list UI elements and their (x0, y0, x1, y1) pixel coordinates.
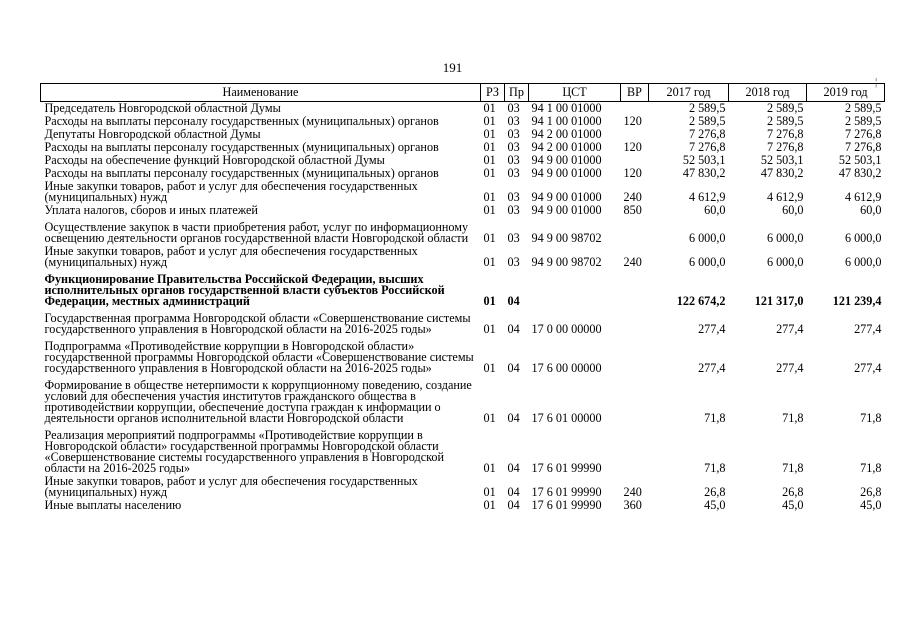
header-2019: 2019 год (807, 84, 885, 102)
header-vr: ВР (621, 84, 649, 102)
row-value-2017: 277,4 (698, 361, 726, 375)
row-value-2019: 6 000,0 (844, 255, 882, 269)
edge-mark: ¦ (875, 76, 878, 88)
header-2017: 2017 год (649, 84, 729, 102)
budget-table (40, 83, 885, 512)
row-value-2017: 6 000,0 (688, 231, 726, 245)
row-value-2017: 26,8 (704, 485, 726, 499)
row-value-2017: 2 589,5 (688, 114, 726, 128)
row-cst (529, 269, 621, 308)
row-value-2018: 2 589,5 (766, 101, 804, 115)
table-row (41, 475, 885, 499)
row-name: Функционирование Правительства Российской Федерации, высших исполнительных органов государственной власти субъектов Российской Федерации, местных администраций (44, 272, 445, 308)
table-row (41, 425, 885, 475)
row-value-2018: 71,8 (782, 411, 804, 425)
row-value-2019: 52 503,1 (838, 153, 882, 167)
row-name: Уплата налогов, сборов и иных платежей (44, 203, 258, 217)
row-pr: 03 (507, 166, 520, 180)
row-value-2019: 60,0 (860, 203, 882, 217)
row-value-2018: 6 000,0 (766, 231, 804, 245)
row-name: Осуществление закупок в части приобретения работ, услуг по информационному освещению деятельности органов государственной власти Новгородской области (44, 220, 469, 245)
row-vr (621, 308, 649, 336)
row-name: Иные выплаты населению (44, 498, 182, 512)
row-vr (621, 102, 649, 116)
row-name: Государственная программа Новгородской области «Совершенствование системы государственного управления в Новгородской области на 2016-2025 годы» (44, 311, 471, 336)
row-rz: 01 (483, 411, 496, 425)
row-value-2018: 7 276,8 (766, 140, 804, 154)
row-value-2017: 45,0 (704, 498, 726, 512)
row-value-2017: 71,8 (704, 461, 726, 475)
row-value-2017: 7 276,8 (688, 140, 726, 154)
row-value-2017: 2 589,5 (688, 101, 726, 115)
row-rz: 01 (483, 166, 496, 180)
row-name: Иные закупки товаров, работ и услуг для обеспечения государственных (муниципальных) нужд (44, 244, 418, 269)
table-body (41, 102, 885, 513)
table-row (41, 269, 885, 308)
row-value-2018: 47 830,2 (760, 166, 804, 180)
row-value-2019: 7 276,8 (844, 127, 882, 141)
row-value-2018: 60,0 (782, 203, 804, 217)
row-cst: 17 6 00 00000 (531, 361, 602, 375)
row-name: Председатель Новгородской областной Думы (44, 101, 281, 115)
row-name: Расходы на выплаты персоналу государственных (муниципальных) органов (44, 166, 439, 180)
row-value-2019: 2 589,5 (844, 114, 882, 128)
row-name: Расходы на выплаты персоналу государственных (муниципальных) органов (44, 140, 439, 154)
row-rz: 01 (483, 461, 496, 475)
row-value-2019: 4 612,9 (844, 190, 882, 204)
row-value-2019: 277,4 (854, 322, 882, 336)
row-pr: 03 (507, 231, 520, 245)
row-value-2018: 6 000,0 (766, 255, 804, 269)
row-name: Подпрограмма «Противодействие коррупции в Новгородской области» государственной программы Новгородской области «Совершенствование системы государственного управления в Новгородской области на 2016-2025 годы» (44, 339, 474, 375)
row-pr: 04 (507, 294, 520, 308)
row-name: Депутаты Новгородской областной Думы (44, 127, 261, 141)
row-cst: 17 6 01 99990 (531, 461, 602, 475)
row-value-2019: 26,8 (860, 485, 882, 499)
row-value-2017: 52 503,1 (682, 153, 726, 167)
row-name: Иные закупки товаров, работ и услуг для обеспечения государственных (муниципальных) нужд (44, 179, 418, 204)
row-cst: 94 9 00 01000 (531, 190, 602, 204)
row-vr: 120 (623, 114, 642, 128)
row-cst: 94 1 00 01000 (531, 101, 602, 115)
row-pr: 03 (507, 140, 520, 154)
table-row (41, 336, 885, 375)
row-value-2019: 47 830,2 (838, 166, 882, 180)
row-pr: 03 (507, 190, 520, 204)
header-2018: 2018 год (729, 84, 807, 102)
row-pr: 03 (507, 153, 520, 167)
table-row (41, 204, 885, 217)
table-row (41, 102, 885, 116)
row-value-2017: 4 612,9 (688, 190, 726, 204)
row-rz: 01 (483, 153, 496, 167)
row-vr: 360 (623, 498, 642, 512)
row-value-2018: 121 317,0 (754, 294, 804, 308)
row-pr: 03 (507, 114, 520, 128)
row-rz: 01 (483, 322, 496, 336)
row-vr (621, 269, 649, 308)
row-name: Иные закупки товаров, работ и услуг для обеспечения государственных (муниципальных) нужд (44, 474, 418, 499)
table-row (41, 499, 885, 512)
row-rz: 01 (483, 498, 496, 512)
row-value-2019: 277,4 (854, 361, 882, 375)
row-rz: 01 (483, 101, 496, 115)
row-cst: 17 6 01 99990 (531, 498, 602, 512)
row-cst: 94 1 00 01000 (531, 114, 602, 128)
row-rz: 01 (483, 127, 496, 141)
row-cst: 94 9 00 01000 (531, 166, 602, 180)
row-cst: 17 0 00 00000 (531, 322, 602, 336)
row-value-2018: 45,0 (782, 498, 804, 512)
row-cst: 94 2 00 01000 (531, 127, 602, 141)
row-pr: 03 (507, 101, 520, 115)
row-value-2019: 7 276,8 (844, 140, 882, 154)
row-pr: 04 (507, 322, 520, 336)
row-rz: 01 (483, 485, 496, 499)
row-vr (621, 217, 649, 245)
row-pr: 03 (507, 127, 520, 141)
row-pr: 04 (507, 361, 520, 375)
row-value-2018: 2 589,5 (766, 114, 804, 128)
row-value-2018: 52 503,1 (760, 153, 804, 167)
row-vr (621, 425, 649, 475)
table-row (41, 245, 885, 269)
row-cst: 94 9 00 01000 (531, 203, 602, 217)
row-rz: 01 (483, 231, 496, 245)
row-value-2017: 277,4 (698, 322, 726, 336)
row-vr: 240 (623, 190, 642, 204)
table-row (41, 217, 885, 245)
row-cst: 94 9 00 98702 (531, 255, 602, 269)
row-vr (621, 375, 649, 425)
row-cst: 94 9 00 98702 (531, 231, 602, 245)
row-rz: 01 (483, 114, 496, 128)
row-vr: 850 (623, 203, 642, 217)
row-name: Формирование в обществе нетерпимости к коррупционному поведению, создание условий для обеспечения участия институтов гражданского общества в противодействии коррупции, обеспечение доступа граждан к информации о деятельности органов исполнительной власти Новгородской области (44, 378, 472, 425)
row-name: Реализация мероприятий подпрограммы «Противодействие коррупции в Новгородской области» государственной программы Новгородской области «Совершенствование системы государственного управления в Новгородской области на 2016-2025 годы» (44, 428, 445, 475)
row-value-2017: 71,8 (704, 411, 726, 425)
row-value-2017: 122 674,2 (676, 294, 726, 308)
row-value-2017: 6 000,0 (688, 255, 726, 269)
row-pr: 03 (507, 203, 520, 217)
table-header-row (41, 84, 885, 102)
row-value-2019: 71,8 (860, 411, 882, 425)
row-value-2018: 7 276,8 (766, 127, 804, 141)
row-value-2018: 71,8 (782, 461, 804, 475)
row-pr: 04 (507, 411, 520, 425)
row-value-2017: 60,0 (704, 203, 726, 217)
row-pr: 03 (507, 255, 520, 269)
row-value-2017: 47 830,2 (682, 166, 726, 180)
header-rz: РЗ (481, 84, 505, 102)
row-rz: 01 (483, 140, 496, 154)
row-vr: 120 (623, 140, 642, 154)
row-value-2018: 26,8 (782, 485, 804, 499)
row-pr: 04 (507, 498, 520, 512)
row-rz: 01 (483, 294, 496, 308)
row-value-2019: 6 000,0 (844, 231, 882, 245)
row-vr: 240 (623, 485, 642, 499)
header-pr: Пр (505, 84, 529, 102)
row-rz: 01 (483, 255, 496, 269)
page-number: 191 (442, 60, 463, 75)
table-row (41, 375, 885, 425)
row-pr: 04 (507, 461, 520, 475)
row-value-2018: 277,4 (776, 361, 804, 375)
row-pr: 04 (507, 485, 520, 499)
header-name: Наименование (41, 84, 481, 102)
row-value-2018: 277,4 (776, 322, 804, 336)
row-value-2019: 71,8 (860, 461, 882, 475)
row-value-2019: 2 589,5 (844, 101, 882, 115)
row-rz: 01 (483, 203, 496, 217)
row-cst: 94 9 00 01000 (531, 153, 602, 167)
row-vr: 240 (623, 255, 642, 269)
row-name: Расходы на обеспечение функций Новгородской областной Думы (44, 153, 385, 167)
row-value-2019: 45,0 (860, 498, 882, 512)
row-cst: 17 6 01 99990 (531, 485, 602, 499)
row-rz: 01 (483, 190, 496, 204)
row-value-2018: 4 612,9 (766, 190, 804, 204)
row-value-2019: 121 239,4 (832, 294, 882, 308)
row-name: Расходы на выплаты персоналу государственных (муниципальных) органов (44, 114, 439, 128)
row-value-2017: 7 276,8 (688, 127, 726, 141)
row-vr: 120 (623, 166, 642, 180)
header-cst: ЦСТ (529, 84, 621, 102)
row-cst: 94 2 00 01000 (531, 140, 602, 154)
row-vr (621, 336, 649, 375)
table-row (41, 180, 885, 204)
table-row (41, 308, 885, 336)
row-cst: 17 6 01 00000 (531, 411, 602, 425)
row-rz: 01 (483, 361, 496, 375)
